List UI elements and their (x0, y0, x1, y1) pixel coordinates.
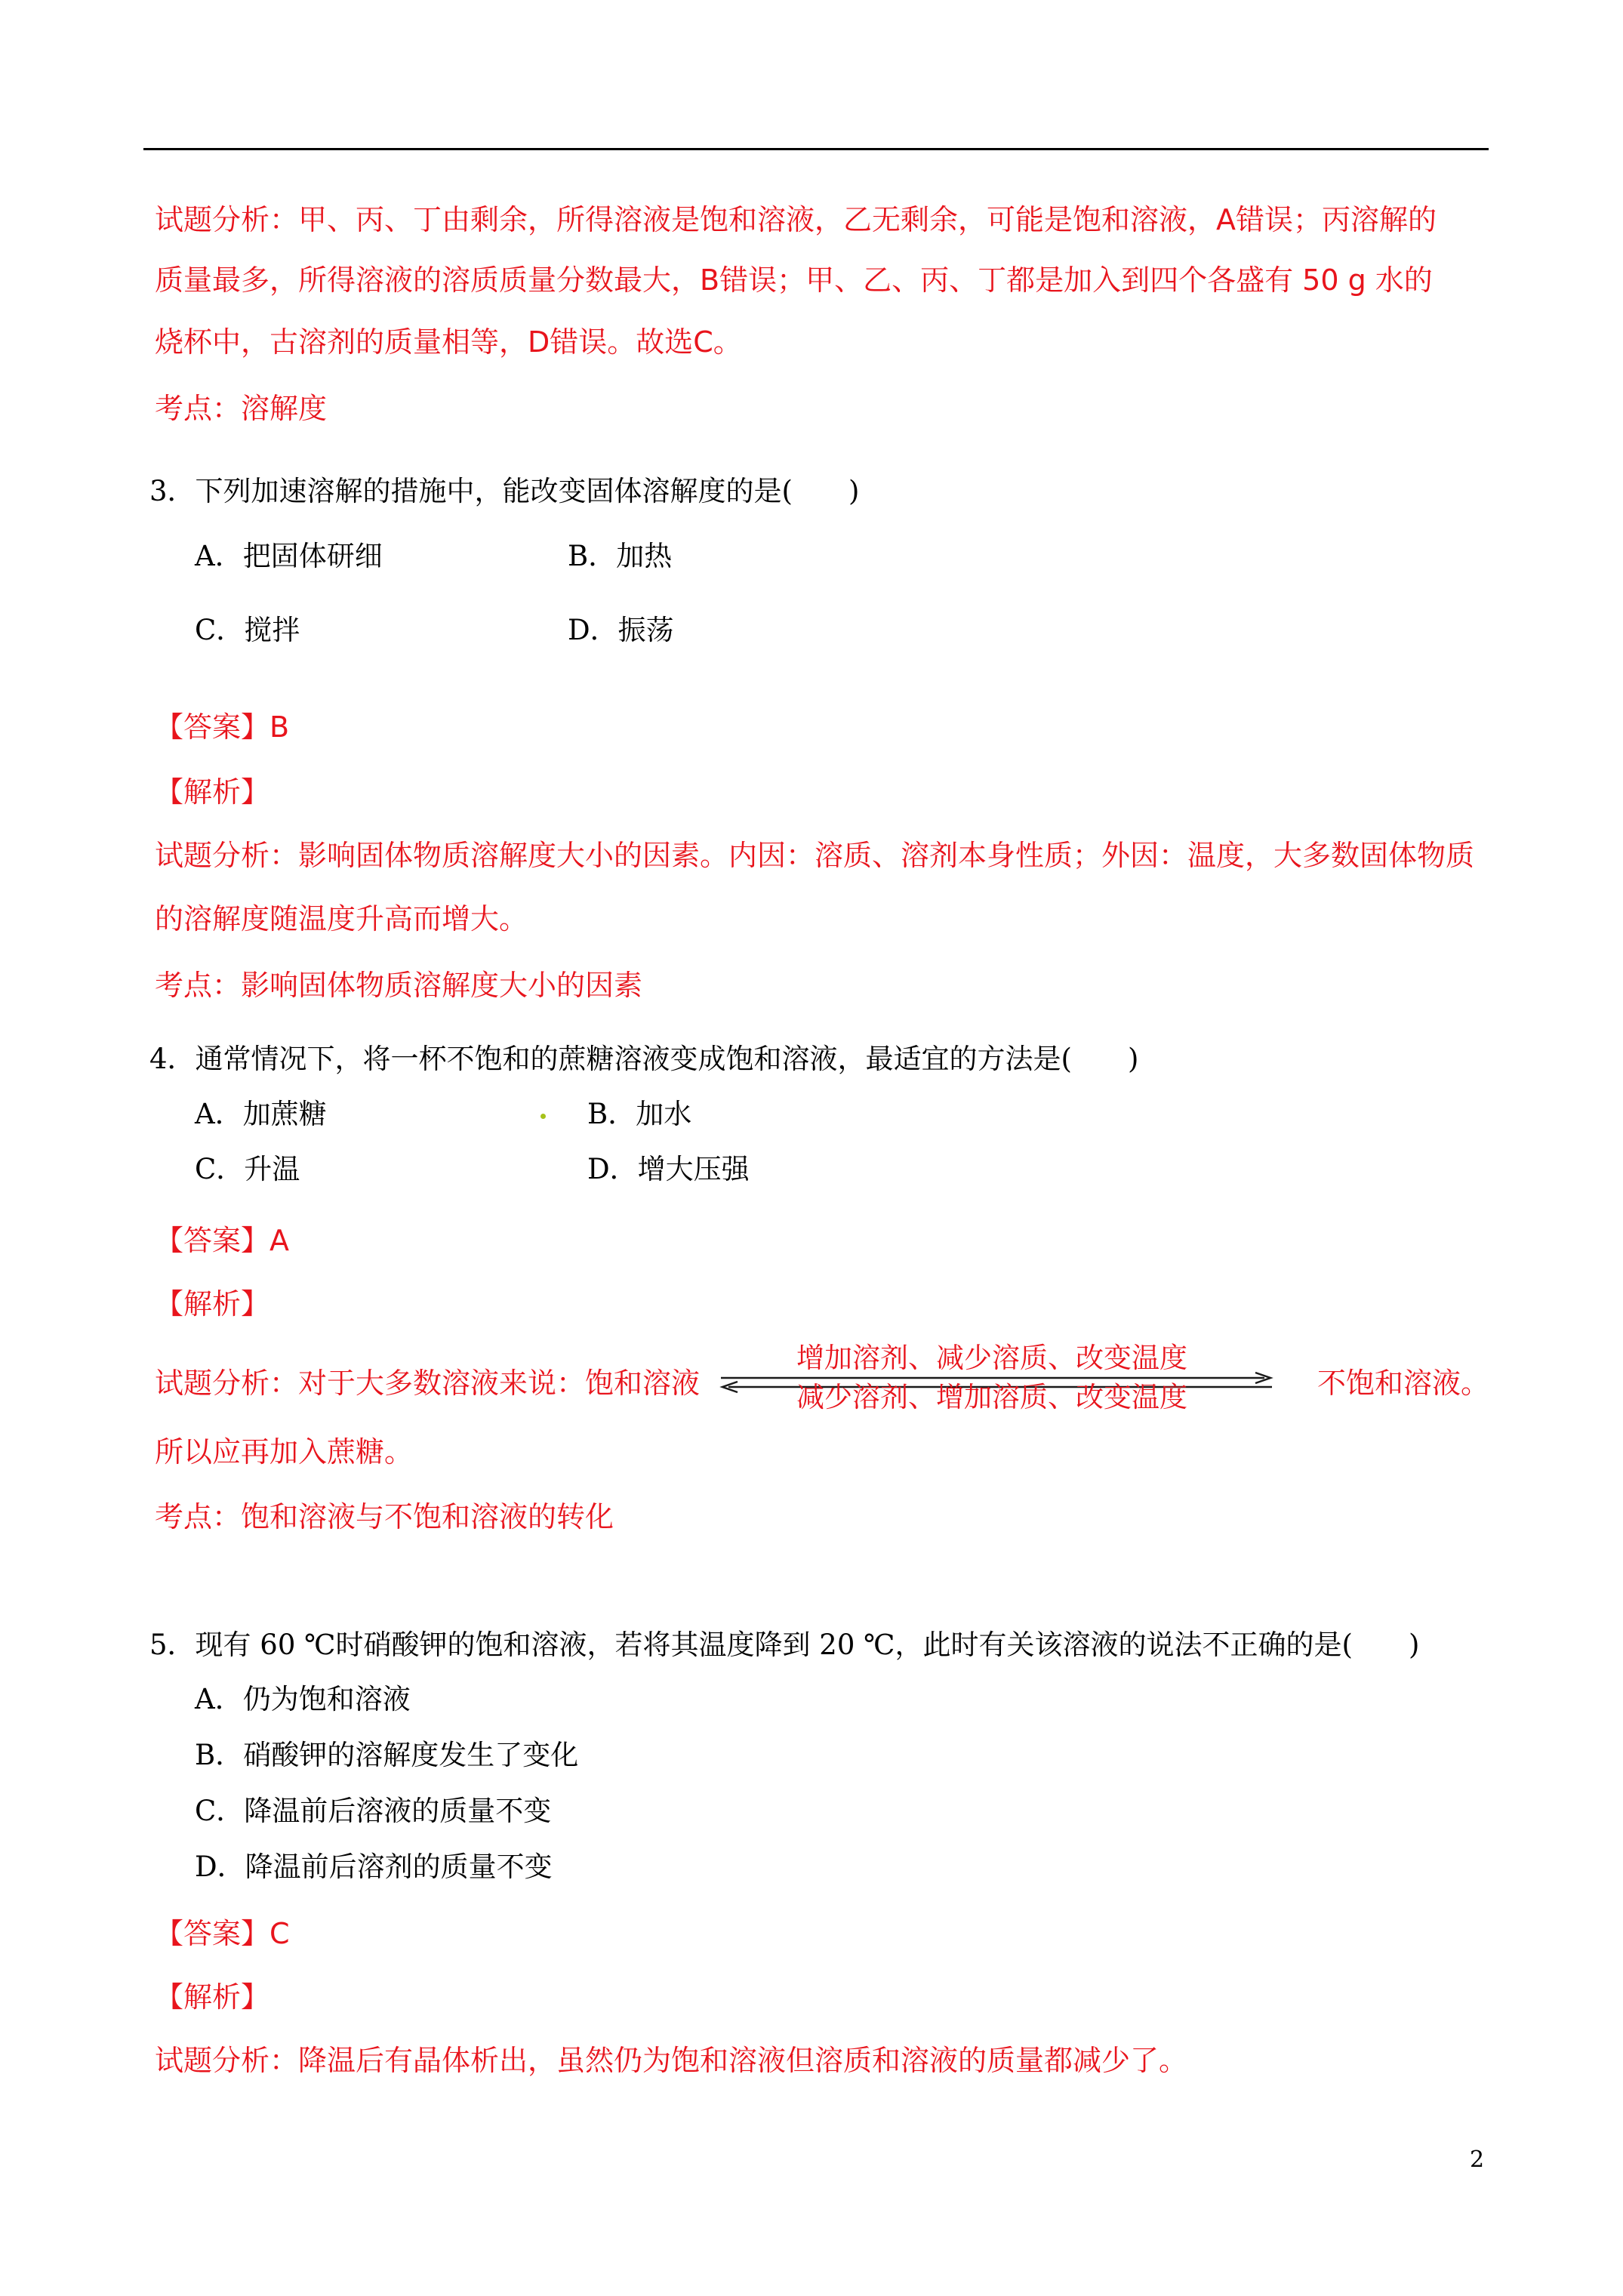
q3-option-c: C．搅拌 (195, 614, 300, 646)
q3-analysis-line-1: 试题分析：影响固体物质溶解度大小的因素。内因：溶质、溶剂本身性质；外因：温度，大多数固体物质 (155, 839, 1475, 872)
q3-answer: 【答案】B (155, 710, 290, 744)
q5-option-c: C．降温前后溶液的质量不变 (195, 1795, 552, 1827)
q3-option-d: D．振荡 (568, 614, 674, 646)
q5-option-a: A．仍为饱和溶液 (195, 1683, 411, 1715)
page-number: 2 (1470, 2147, 1485, 2173)
q4-analysis-suffix: 不饱和溶液。 (1317, 1367, 1490, 1400)
q5-option-b: B．硝酸钾的溶解度发生了变化 (195, 1739, 579, 1771)
q4-option-b: B．加水 (587, 1098, 692, 1130)
q5-option-d: D．降温前后溶剂的质量不变 (195, 1851, 553, 1883)
q3-option-b: B．加热 (568, 540, 673, 572)
q2-analysis-line-2: 质量最多，所得溶液的溶质质量分数最大，B错误；甲、乙、丙、丁都是加入到四个各盛有 50 g 水的 (155, 264, 1433, 297)
q5-question: 5．现有 60 ℃时硝酸钾的饱和溶液，若将其温度降到 20 ℃，此时有关该溶液的说法不正确的是( ) (149, 1629, 1420, 1661)
q4-analysis-prefix: 试题分析：对于大多数溶液来说：饱和溶液 (155, 1367, 701, 1400)
q2-analysis-line-3: 烧杯中，古溶剂的质量相等，D错误。故选C。 (155, 325, 742, 359)
q4-analysis-line-2: 所以应再加入蔗糖。 (155, 1435, 414, 1469)
q3-jiexi: 【解析】 (155, 775, 270, 809)
q4-arrow-bottom-label: 减少溶剂、增加溶质、改变温度 (796, 1381, 1187, 1413)
q4-option-c: C．升温 (195, 1153, 300, 1185)
q4-option-a: A．加蔗糖 (195, 1098, 327, 1130)
q5-analysis-line-1: 试题分析：降温后有晶体析出，虽然仍为饱和溶液但溶质和溶液的质量都减少了。 (155, 2044, 1188, 2077)
q2-analysis-line-1: 试题分析：甲、丙、丁由剩余，所得溶液是饱和溶液，乙无剩余，可能是饱和溶液，A错误；丙溶解的 (155, 203, 1437, 236)
q3-kaodian: 考点：影响固体物质溶解度大小的因素 (155, 969, 643, 1002)
q3-analysis-line-2: 的溶解度随温度升高而增大。 (155, 902, 528, 935)
q4-arrow-top-label: 增加溶剂、减少溶质、改变温度 (796, 1342, 1187, 1374)
q3-option-a: A．把固体研细 (195, 540, 383, 572)
q2-kaodian: 考点：溶解度 (155, 392, 328, 425)
q4-option-d: D．增大压强 (587, 1153, 750, 1185)
q3-question: 3．下列加速溶解的措施中，能改变固体溶解度的是( ) (149, 475, 860, 507)
q4-answer: 【答案】A (155, 1224, 289, 1257)
q5-jiexi: 【解析】 (155, 1980, 270, 2014)
header-rule (143, 148, 1489, 150)
q5-answer: 【答案】C (155, 1917, 290, 1950)
q4-question: 4．通常情况下，将一杯不饱和的蔗糖溶液变成饱和溶液，最适宜的方法是( ) (149, 1043, 1139, 1075)
q4-kaodian: 考点：饱和溶液与不饱和溶液的转化 (155, 1500, 614, 1533)
q4-jiexi: 【解析】 (155, 1287, 270, 1321)
stray-dot (540, 1114, 546, 1119)
